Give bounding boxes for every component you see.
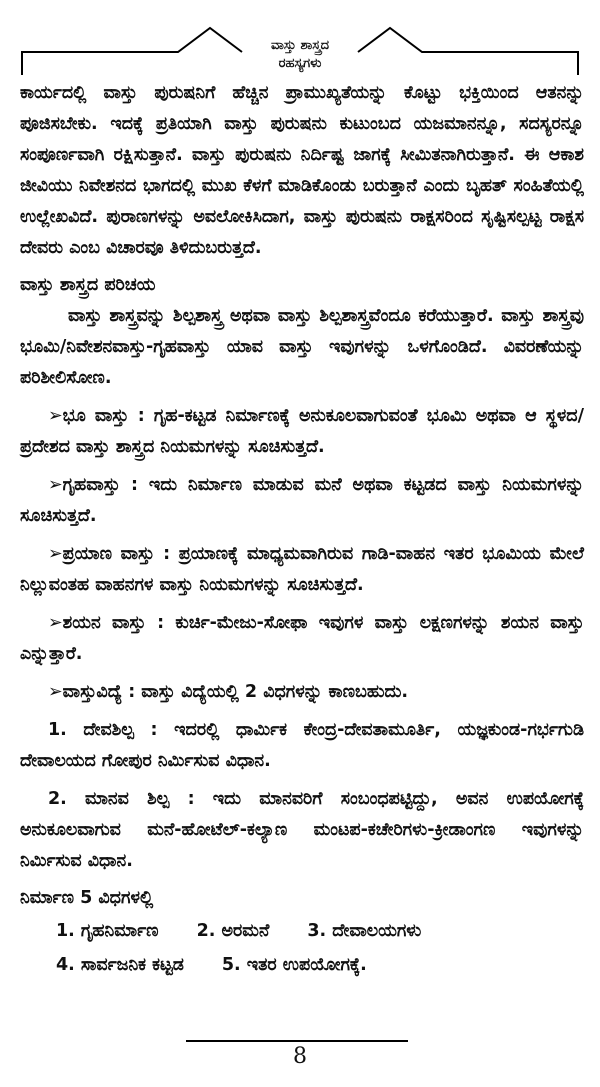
definition-prayana-vastu	[20, 539, 584, 601]
definition-term: ➢ಪ್ರಯಾಣ ವಾಸ್ತು :	[48, 544, 171, 564]
list-item: 1. ಗೃಹನಿರ್ಮಾಣ	[56, 921, 159, 941]
definition-griha-vastu	[20, 470, 584, 532]
list-item: 3. ದೇವಾಲಯಗಳು	[307, 921, 422, 941]
section-intro-paragraph: ವಾಸ್ತು ಶಾಸ್ತ್ರವನ್ನು ಶಿಲ್ಪಶಾಸ್ತ್ರ ಅಥವಾ ವಾಸ್ತು ಶಿಲ್ಪಶಾಸ್ತ್ರವೆಂದೂ ಕರೆಯುತ್ತಾರೆ. ವಾಸ್ತು ಶಾಸ್ತ್ರವು ಭೂಮಿ/ನಿವೇಶನವಾಸ್ತು-ಗೃಹವಾಸ್ತು ಯಾವ ವಾಸ್ತು ಇವುಗಳನ್ನು ಒಳಗೊಂಡಿದೆ. ವಿವರಣೆಯನ್ನು ಪರಿಶೀಲಿಸೋಣ.	[20, 306, 584, 388]
section-heading-construction: ನಿರ್ಮಾಣ 5 ವಿಧಗಳಲ್ಲಿ	[20, 888, 154, 908]
definition-shayana-vastu	[20, 608, 584, 670]
definition-deva-shilpa	[20, 715, 584, 777]
section-heading-introduction: ವಾಸ್ತು ಶಾಸ್ತ್ರದ ಪರಿಚಯ	[20, 275, 156, 295]
definition-term: 2. ಮಾನವ ಶಿಲ್ಪ :	[48, 789, 195, 809]
definition-text: ಇದು ಮಾನವರಿಗೆ ಸಂಬಂಧಪಟ್ಟಿದ್ದು, ಅವನ ಉಪಯೋಗಕ್ಕೆ ಅನುಕೂಲವಾಗುವ ಮನೆ-ಹೋಟೆಲ್-ಕಲ್ಯಾಣ ಮಂಟಪ-ಕಚೇರಿಗಳು-ಕ್ರೀಡಾಂಗಣ ಇವುಗಳನ್ನು ನಿರ್ಮಿಸುವ ವಿಧಾನ.	[20, 789, 584, 871]
header-title-line1: ವಾಸ್ತು ಶಾಸ್ತ್ರದ	[270, 38, 330, 53]
definition-text: ಕುರ್ಚಿ-ಮೇಜು-ಸೋಫಾ ಇವುಗಳ ವಾಸ್ತು ಲಕ್ಷಣಗಳನ್ನು ಶಯನ ವಾಸ್ತು ಎನ್ನುತ್ತಾರೆ.	[20, 613, 584, 664]
definition-text: ಇದರಲ್ಲಿ ಧಾರ್ಮಿಕ ಕೇಂದ್ರ-ದೇವತಾಮೂರ್ತಿ, ಯಜ್ಞಕುಂಡ-ಗರ್ಭಗುಡಿ ದೇವಾಲಯದ ಗೋಪುರ ನಿರ್ಮಿಸುವ ವಿಧಾನ.	[20, 720, 584, 771]
definition-term: ➢ಭೂ ವಾಸ್ತು :	[48, 406, 145, 426]
page-number: 8	[293, 1044, 307, 1069]
page-content	[20, 78, 584, 982]
definition-text: ವಾಸ್ತು ವಿದ್ಯೆಯಲ್ಲಿ 2 ವಿಧಗಳನ್ನು ಕಾಣಬಹುದು.	[135, 682, 409, 702]
definition-text: ಇದು ನಿರ್ಮಾಣ ಮಾಡುವ ಮನೆ ಅಥವಾ ಕಟ್ಟಡದ ವಾಸ್ತು ನಿಯಮಗಳನ್ನು ಸೂಚಿಸುತ್ತದೆ.	[20, 475, 584, 526]
definition-bhoo-vastu	[20, 401, 584, 463]
construction-types-list	[20, 914, 584, 982]
intro-paragraph: ಕಾರ್ಯದಲ್ಲಿ ವಾಸ್ತು ಪುರುಷನಿಗೆ ಹೆಚ್ಚಿನ ಪ್ರಾಮುಖ್ಯತೆಯನ್ನು ಕೊಟ್ಟು ಭಕ್ತಿಯಿಂದ ಆತನನ್ನು ಪೂಜಿಸಬೇಕು. ಇದಕ್ಕೆ ಪ್ರತಿಯಾಗಿ ವಾಸ್ತು ಪುರುಷನು ಕುಟುಂಬದ ಯಜಮಾನನ್ನೂ, ಸದಸ್ಯರನ್ನೂ ಸಂಪೂರ್ಣವಾಗಿ ರಕ್ಷಿಸುತ್ತಾನೆ. ವಾಸ್ತು ಪುರುಷನು ನಿರ್ದಿಷ್ಟ ಜಾಗಕ್ಕೆ ಸೀಮಿತನಾಗಿರುತ್ತಾನೆ. ಈ ಆಕಾಶ ಜೀವಿಯು ನಿವೇಶನದ ಭಾಗದಲ್ಲಿ ಮುಖ ಕೆಳಗೆ ಮಾಡಿಕೊಂಡು ಬರುತ್ತಾನೆ ಎಂದು ಬೃಹತ್ ಸಂಹಿತೆಯಲ್ಲಿ ಉಲ್ಲೇಖವಿದೆ. ಪುರಾಣಗಳನ್ನು ಅವಲೋಕಿಸಿದಾಗ, ವಾಸ್ತು ಪುರುಷನು ರಾಕ್ಷಸರಿಂದ ಸೃಷ್ಟಿಸಲ್ಪಟ್ಟ ರಾಕ್ಷಸ ದೇವರು ಎಂಬ ವಿಚಾರವೂ ತಿಳಿದುಬರುತ್ತದೆ.	[20, 83, 584, 258]
definition-term: 1. ದೇವಶಿಲ್ಪ :	[48, 720, 158, 740]
definition-text: ಗೃಹ-ಕಟ್ಟಡ ನಿರ್ಮಾಣಕ್ಕೆ ಅನುಕೂಲವಾಗುವಂತೆ ಭೂಮಿ ಅಥವಾ ಆ ಸ್ಥಳದ/ಪ್ರದೇಶದ ವಾಸ್ತು ಶಾಸ್ತ್ರದ ನಿಯಮಗಳನ್ನು ಸೂಚಿಸುತ್ತದೆ.	[20, 406, 584, 457]
page-header	[0, 0, 600, 80]
definition-term: ➢ವಾಸ್ತುವಿದ್ಯೆ :	[48, 682, 136, 702]
list-item: 4. ಸಾರ್ವಜನಿಕ ಕಟ್ಟಡ	[56, 955, 184, 975]
definition-vastu-vidye	[20, 677, 584, 708]
footer-divider	[186, 1040, 408, 1042]
header-title-line2: ರಹಸ್ಯಗಳು	[278, 56, 322, 71]
definition-term: ➢ಗೃಹವಾಸ್ತು :	[48, 475, 138, 495]
definition-text: ಪ್ರಯಾಣಕ್ಕೆ ಮಾಧ್ಯಮವಾಗಿರುವ ಗಾಡಿ-ವಾಹನ ಇತರ ಭೂಮಿಯ ಮೇಲೆ ನಿಲ್ಲುವಂತಹ ವಾಹನಗಳ ವಾಸ್ತು ನಿಯಮಗಳನ್ನು ಸೂಚಿಸುತ್ತದೆ.	[20, 544, 584, 595]
definition-manava-shilpa	[20, 784, 584, 877]
list-item: 5. ಇತರ ಉಪಯೋಗಕ್ಕೆ.	[221, 955, 367, 975]
list-item: 2. ಅರಮನೆ	[196, 921, 270, 941]
definition-term: ➢ಶಯನ ವಾಸ್ತು :	[48, 613, 165, 633]
